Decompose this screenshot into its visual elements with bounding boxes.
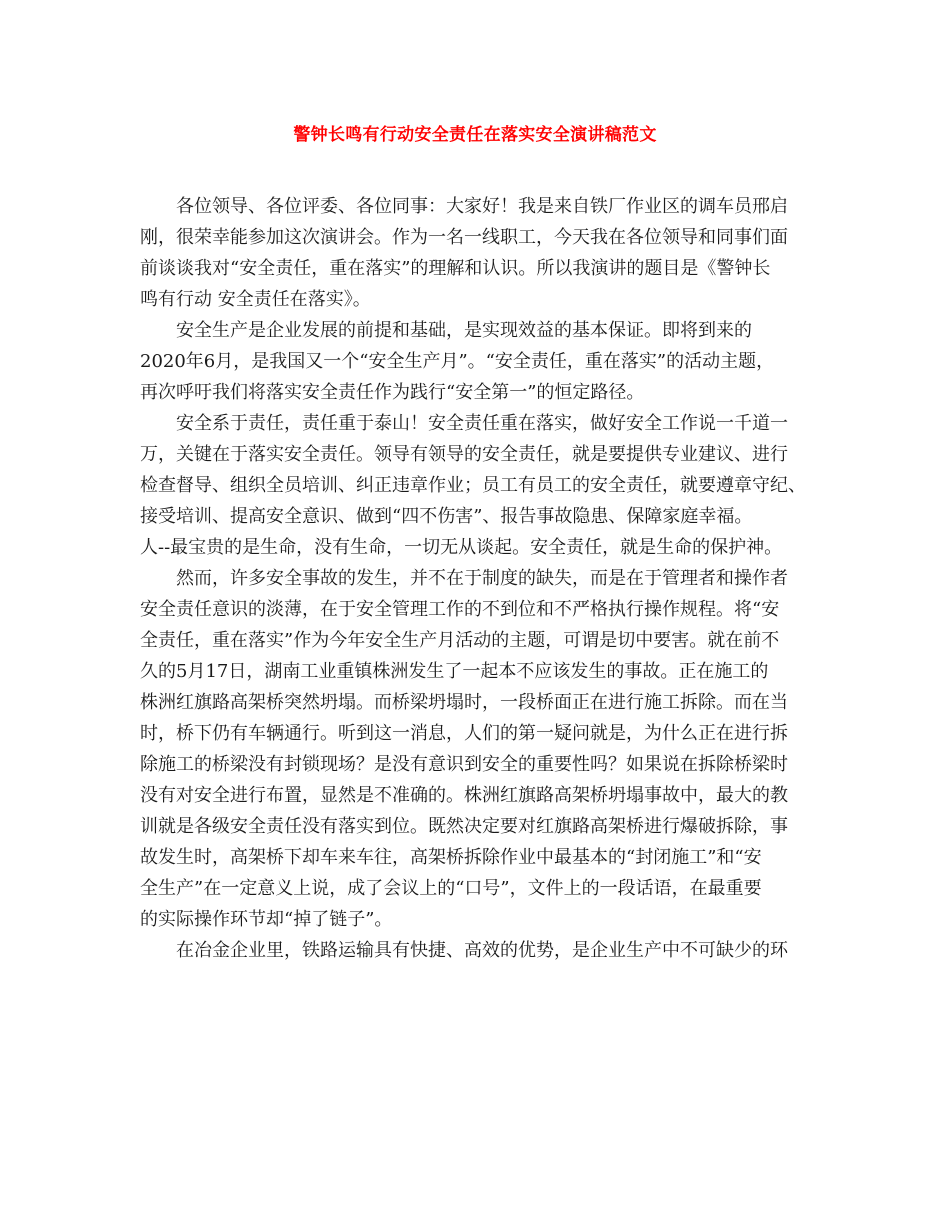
paragraph-line: 各位领导、各位评委、各位同事：大家好！我是来自铁厂作业区的调车员邢启	[176, 196, 788, 217]
paragraph-line: 时，桥下仍有车辆通行。听到这一消息，人们的第一疑问就是，为什么正在进行拆	[140, 723, 788, 744]
paragraph-line: 训就是各级安全责任没有落实到位。既然决定要对红旗路高架桥进行爆破拆除，事	[140, 816, 788, 837]
paragraph-line: 久的5月17日，湖南工业重镇株洲发生了一起本不应该发生的事故。正在施工的	[140, 661, 769, 682]
paragraph-4	[140, 563, 820, 935]
paragraph-line: 安全生产是企业发展的前提和基础，是实现效益的基本保证。即将到来的	[176, 320, 752, 341]
document-body	[140, 191, 820, 966]
paragraph-line: 安全责任意识的淡薄，在于安全管理工作的不到位和不严格执行操作规程。将“安	[140, 599, 780, 620]
paragraph-1	[140, 191, 820, 315]
paragraph-5	[140, 935, 820, 966]
paragraph-line: 万，关键在于落实安全责任。领导有领导的安全责任，就是要提供专业建议、进行	[140, 444, 788, 465]
paragraph-2	[140, 315, 820, 408]
paragraph-line: 故发生时，高架桥下却车来车往，高架桥拆除作业中最基本的“封闭施工”和“安	[140, 847, 762, 868]
paragraph-line: 株洲红旗路高架桥突然坍塌。而桥梁坍塌时，一段桥面正在进行施工拆除。而在当	[140, 692, 788, 713]
paragraph-line: 除施工的桥梁没有封锁现场？是没有意识到安全的重要性吗？如果说在拆除桥梁时	[140, 754, 788, 775]
document-title: 警钟长鸣有行动安全责任在落实安全演讲稿范文	[293, 125, 657, 145]
paragraph-line: 在冶金企业里，铁路运输具有快捷、高效的优势，是企业生产中不可缺少的环	[176, 940, 788, 961]
paragraph-line: 2020年6月，是我国又一个“安全生产月”。“安全责任，重在落实”的活动主题，	[140, 351, 775, 372]
paragraph-line: 检查督导、组织全员培训、纠正违章作业；员工有员工的安全责任，就要遵章守纪、	[140, 475, 806, 496]
paragraph-line: 前谈谈我对“安全责任，重在落实”的理解和认识。所以我演讲的题目是《警钟长	[140, 258, 771, 279]
paragraph-line: 刚，很荣幸能参加这次演讲会。作为一名一线职工，今天我在各位领导和同事们面	[140, 227, 788, 248]
paragraph-line: 安全系于责任，责任重于泰山！安全责任重在落实，做好安全工作说一千道一	[176, 413, 788, 434]
paragraph-line: 然而，许多安全事故的发生，并不在于制度的缺失，而是在于管理者和操作者	[176, 568, 788, 589]
paragraph-line: 的实际操作环节却“掉了链子”。	[140, 909, 393, 930]
paragraph-line: 鸣有行动 安全责任在落实》。	[140, 289, 371, 310]
paragraph-3	[140, 408, 820, 563]
paragraph-line: 全责任，重在落实”作为今年安全生产月活动的主题，可谓是切中要害。就在前不	[140, 630, 780, 651]
paragraph-line: 没有对安全进行布置，显然是不准确的。株洲红旗路高架桥坍塌事故中，最大的教	[140, 785, 788, 806]
paragraph-line: 人--最宝贵的是生命，没有生命，一切无从谈起。安全责任，就是生命的保护神。	[140, 537, 783, 558]
paragraph-line: 接受培训、提高安全意识、做到“四不伤害”、报告事故隐患、保障家庭幸福。	[140, 506, 753, 527]
paragraph-line: 再次呼吁我们将落实安全责任作为践行“安全第一”的恒定路径。	[140, 382, 645, 403]
paragraph-line: 全生产”在一定意义上说，成了会议上的“口号”，文件上的一段话语，在最重要	[140, 878, 762, 899]
